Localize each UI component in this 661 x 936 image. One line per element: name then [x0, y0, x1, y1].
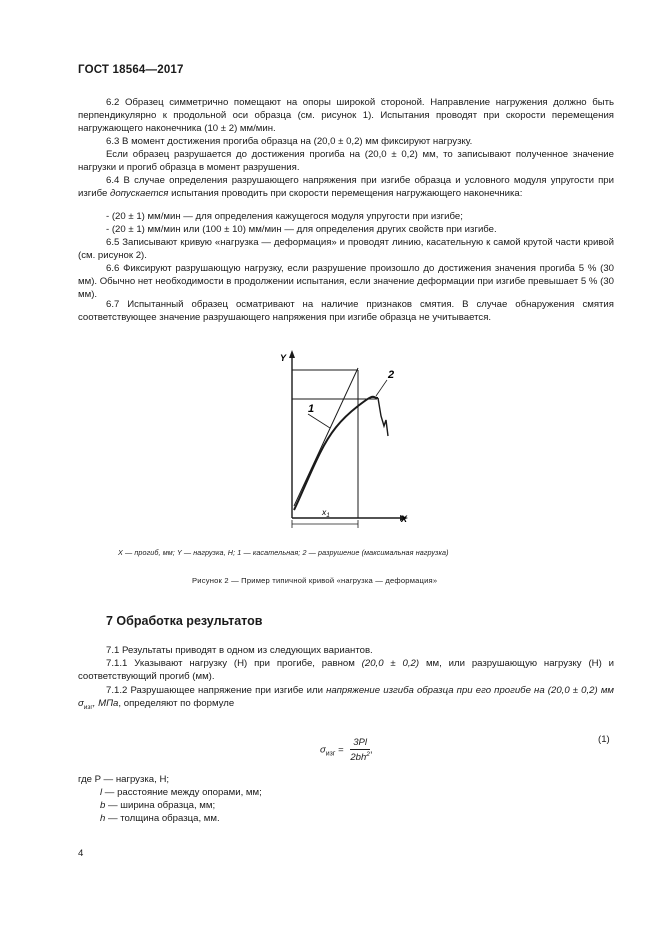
paragraph-6-3-cont: Если образец разрушается до достижения прогиба на (20,0 ± 0,2) мм, то записывают полученное значение нагрузки и прогиб образца в момент разрушения.	[78, 149, 614, 174]
paragraph-6-4	[78, 174, 614, 200]
formula-1	[320, 737, 373, 763]
figure-legend: X — прогиб, мм; Y — нагрузка, Н; 1 — касательная; 2 — разрушение (максимальная нагрузка)	[118, 548, 449, 557]
formula-denominator-sup: 2	[366, 751, 370, 758]
y-axis-arrow	[289, 350, 295, 358]
formula-lhs: σ	[320, 744, 326, 756]
leader-1	[308, 414, 330, 428]
definition-b-text: — ширина образца, мм;	[105, 800, 216, 811]
x-axis-label: X	[401, 514, 408, 524]
figure-caption: Рисунок 2 — Пример типичной кривой «нагрузка — деформация»	[192, 576, 438, 585]
definition-l-symbol: l	[100, 787, 103, 798]
load-deformation-curve	[294, 397, 378, 510]
x1-label-main: x	[322, 507, 327, 517]
definition-l-text: — расстояние между опорами, мм;	[102, 787, 262, 798]
equation-number: (1)	[598, 734, 610, 745]
fracture-drop	[378, 398, 388, 436]
formula-denominator	[350, 750, 370, 763]
paragraph-6-4-text: 6.4 В случае определения разрушающего напряжения при изгибе образца и условного модуля упругости при изгибе	[78, 175, 614, 200]
paragraph-7-1-2-unit: , МПа	[92, 698, 119, 710]
paragraph-6-2: 6.2 Образец симметрично помещают на опоры широкой стороной. Направление нагружения должно быть перпендикулярно к продольной оси образца (см. рисунок 1). Испытания проводят при скорости перемещения нагружающего наконечника (10 ± 2) мм/мин.	[78, 97, 614, 135]
definition-l	[100, 786, 500, 799]
definition-h-text: — толщина образца, мм.	[105, 813, 220, 824]
formula-fraction	[350, 737, 370, 763]
paragraph-7-1-1	[78, 657, 614, 683]
paragraph-6-5: 6.5 Записывают кривую «нагрузка — деформация» и проводят линию, касательную к самой крутой части кривой (см. рисунок 2).	[78, 237, 614, 262]
sigma-symbol: σ	[78, 698, 84, 710]
paragraph-7-1-1-italic: (20,0 ± 0,2)	[361, 658, 420, 669]
paragraph-6-6: 6.6 Фиксируют разрушающую нагрузку, если разрушение произошло до достижения значения прогиба 5 % (30 мм). Обычно нет необходимости в продолжении испытания, если значение деформации при изгибе превышает 5 % (30 мм).	[78, 263, 614, 301]
paragraph-6-4-text-end: испытания проводить при скорости перемещения нагружающего наконечника:	[168, 188, 523, 200]
definition-p: где P — нагрузка, Н;	[78, 774, 170, 785]
curve-1-label: 1	[308, 403, 315, 415]
paragraph-7-1-2-italic: напряжение изгиба образца при его прогибе на (20,0 ± 0,2) мм	[326, 685, 614, 696]
paragraph-7-1: 7.1 Результаты приводят в одном из следующих вариантов.	[106, 645, 373, 656]
y-axis-label: Y	[280, 353, 287, 363]
curve-2-label: 2	[388, 369, 395, 381]
paragraph-7-1-1-text: 7.1.1 Указывают нагрузку (Н) при прогибе, равном	[106, 658, 362, 669]
formula-lhs-sub: изг	[325, 750, 336, 758]
definition-b	[100, 799, 500, 812]
paragraph-7-1-2-text: 7.1.2 Разрушающее напряжение при изгибе или	[106, 685, 327, 696]
bullet-2: - (20 ± 1) мм/мин или (100 ± 10) мм/мин — для определения других свойств при изгибе.	[106, 224, 497, 235]
x1-label	[321, 507, 330, 519]
leader-2	[376, 380, 387, 396]
x1-label-sub: 1	[326, 512, 330, 519]
formula-equals: =	[338, 744, 344, 756]
sigma-subscript: изг	[83, 704, 93, 712]
formula-denominator-text: 2bh	[350, 752, 367, 764]
paragraph-6-3: 6.3 В момент достижения прогиба образца на (20,0 ± 0,2) мм фиксируют нагрузку.	[106, 136, 473, 147]
paragraph-6-7: 6.7 Испытанный образец осматривают на наличие признаков смятия. В случае обнаружения смятия соответствующее значение разрушающего напряжения при изгибе образца не учитывается.	[78, 299, 614, 324]
bullet-1: - (20 ± 1) мм/мин — для определения кажущегося модуля упругости при изгибе;	[106, 211, 463, 222]
paragraph-7-1-2	[78, 684, 614, 714]
paragraph-6-4-italic: допускается	[110, 188, 169, 200]
definition-h-symbol: h	[100, 813, 106, 824]
paragraph-7-1-2-text-end: , определяют по формуле	[118, 698, 235, 710]
document-header: ГОСТ 18564—2017	[78, 64, 184, 76]
load-deformation-figure	[270, 348, 430, 538]
definition-b-symbol: b	[100, 800, 106, 811]
section-7-title: 7 Обработка результатов	[106, 614, 263, 628]
formula-comma: ,	[370, 744, 373, 756]
paragraph-7-1-1-text-end: мм, или разрушающую нагрузку (Н) и соответствующий прогиб (мм).	[78, 658, 614, 683]
formula-numerator: 3Pl	[350, 737, 370, 750]
tangent-line	[294, 368, 358, 506]
definition-h	[100, 812, 500, 825]
page-number: 4	[78, 848, 84, 859]
